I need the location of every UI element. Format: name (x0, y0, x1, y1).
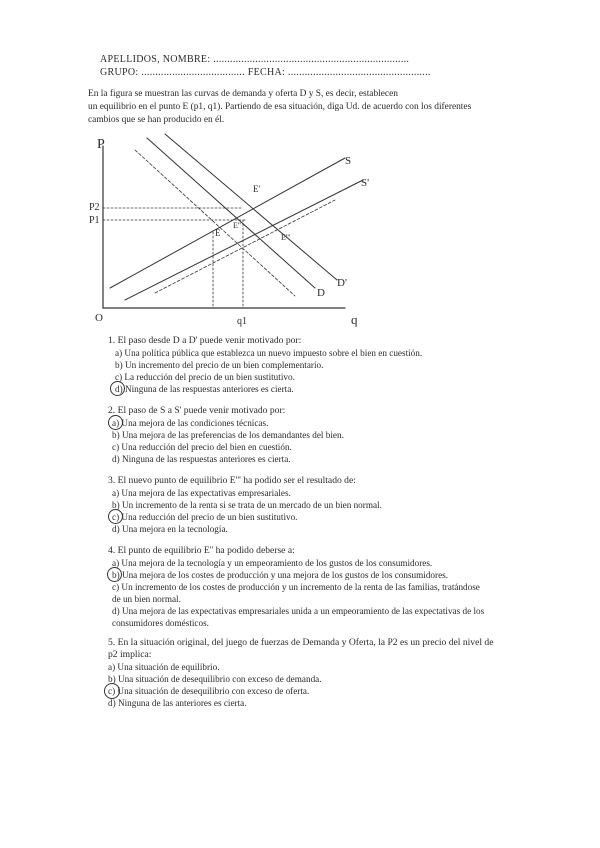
question-4: 4. El punto de equilibrio E'' ha podido deberse a: (108, 545, 295, 556)
supply-s-label: S (345, 155, 352, 167)
origin-label: O (95, 312, 103, 324)
question-1: 1. El paso desde D a D' puede venir motivado por: (108, 335, 302, 346)
q2-option-b[interactable]: b) Una mejora de las preferencias de los demandantes del bien. (112, 430, 344, 440)
q5-option-b[interactable]: b) Una situación de desequilibrio con exceso de demanda. (108, 674, 322, 684)
q5-option-a[interactable]: a) Una situación de equilibrio. (108, 662, 220, 672)
q3-option-a[interactable]: a) Una mejora de las expectativas empresariales. (112, 488, 291, 498)
equilibrium-e2-label: E'' (233, 221, 241, 230)
group-label: GRUPO: (100, 67, 139, 78)
axis-q-label: q (351, 312, 358, 327)
supply-demand-graph (89, 128, 395, 328)
supply-curve-s (110, 158, 345, 288)
question-5-cont: p2 implica: (108, 649, 152, 660)
q1-option-c[interactable]: c) La reducción del precio de un bien sustitutivo. (115, 372, 295, 382)
q4-option-a[interactable]: a) Una mejora de la tecnología y un empeoramiento de los gustos de los consumidores. (112, 558, 433, 568)
question-3: 3. El nuevo punto de equilibrio E''' ha podido ser el resultado de: (108, 475, 356, 486)
intro-line-3: cambios que se han producido en él. (88, 115, 225, 125)
q3-option-c[interactable]: c) Una reducción del precio de un bien sustitutivo. (112, 512, 298, 522)
q4-option-b[interactable]: b) Una mejora de los costes de producción y una mejora de los gustos de los consumidores. (112, 570, 449, 580)
supply-curve-s-prime (125, 180, 363, 300)
q1-answer-circle (110, 381, 125, 396)
question-5: 5. En la situación original, del juego de fuerzas de Demanda y Oferta, la P2 es un precio del nivel de (108, 637, 494, 648)
q2-answer-circle (108, 415, 123, 430)
q3-option-b[interactable]: b) Un incremento de la renta si se trata de un mercado de un bien normal. (112, 500, 382, 510)
equilibrium-e-label: E (215, 228, 221, 238)
demand-d-prime-label: D' (337, 277, 347, 289)
group-dots: ..................................... (141, 67, 245, 78)
q1-option-a[interactable]: a) Una política pública que establezca un nuevo impuesto sobre el bien en cuestión. (115, 348, 423, 358)
q5-option-c[interactable]: c) Una situación de desequilibrio con exceso de oferta. (108, 686, 310, 696)
axis-p-label: P (97, 137, 105, 152)
demand-curve-d-dashed (135, 150, 295, 296)
q2-option-d[interactable]: d) Ninguna de las respuestas anteriores es cierta. (112, 454, 291, 464)
q5-answer-circle (104, 683, 120, 699)
q3-answer-circle (108, 509, 123, 524)
group-line (100, 67, 431, 79)
date-label: FECHA: (247, 67, 286, 78)
q2-option-c[interactable]: c) Una reducción del precio del bien en cuestión. (112, 442, 292, 452)
demand-curve-d (147, 138, 315, 288)
date-dots: ................................................... (287, 67, 431, 78)
q4-option-c[interactable]: c) Un incremento de los costes de producción y un incremento de la renta de las familias, tratándose (112, 582, 480, 592)
q1-label: q1 (237, 316, 247, 327)
q1-option-b[interactable]: b) Un incremento del precio de un bien complementario. (115, 360, 324, 370)
supply-s-prime-label: S' (361, 177, 370, 189)
q4-option-c-cont: de un bien normal. (112, 594, 181, 604)
demand-curve-d-prime (165, 134, 337, 280)
equilibrium-e3-label: E''' (281, 233, 291, 242)
q5-option-d[interactable]: d) Ninguna de las anteriores es cierta. (108, 698, 247, 708)
name-line (100, 54, 409, 66)
name-label: APELLIDOS, NOMBRE: (100, 54, 211, 65)
q2-option-a[interactable]: a) Una mejora de las condiciones técnicas. (112, 418, 269, 428)
name-dots: ...................................................................... (213, 54, 410, 65)
demand-d-label: D (317, 287, 325, 299)
intro-line-1: En la figura se muestran las curvas de demanda y oferta D y S, es decir, establecen (88, 89, 398, 99)
q4-option-d-cont: consumidores domésticos. (112, 618, 209, 628)
q4-option-d[interactable]: d) Una mejora de las expectativas empresariales unida a un empeoramiento de las expectativas de los (112, 606, 485, 616)
equilibrium-e-prime-label: E' (253, 184, 261, 194)
q3-option-d[interactable]: d) Una mejora en la tecnología. (112, 524, 228, 534)
q4-answer-circle (107, 567, 122, 582)
p2-label: P2 (89, 202, 100, 213)
q1-option-d[interactable]: d) Ninguna de las respuestas anteriores es cierta. (115, 384, 294, 394)
p1-label: P1 (89, 215, 100, 226)
supply-curve-s-dashed (155, 200, 335, 293)
intro-line-2: un equilibrio en el punto E (p1, q1). Partiendo de esa situación, diga Ud. de acuerdo con los diferentes (88, 102, 472, 112)
question-2: 2. El paso de S a S' puede venir motivado por: (108, 405, 286, 416)
